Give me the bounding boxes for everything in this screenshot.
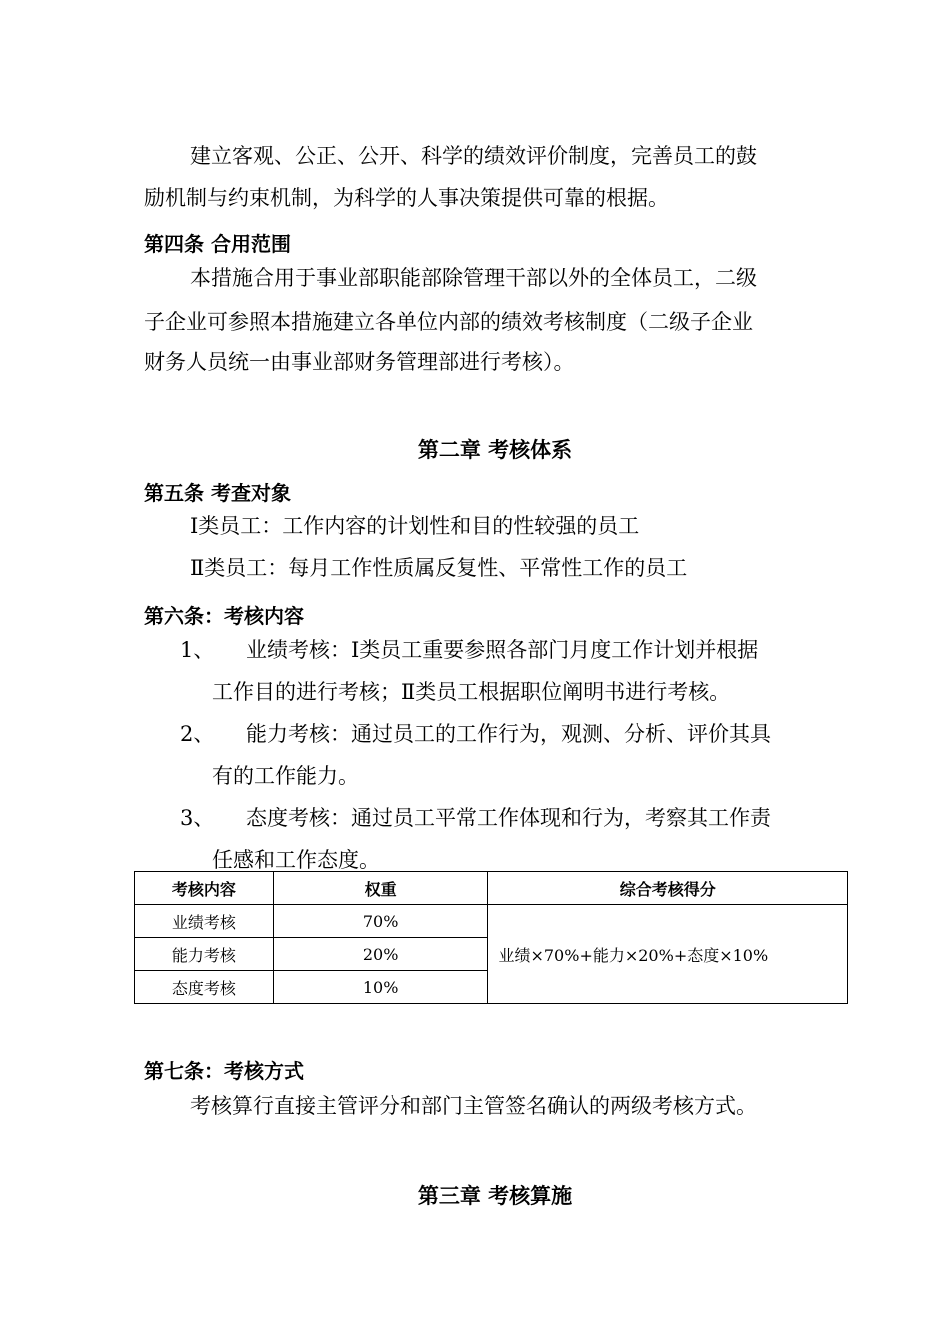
- article-6-item-2-line-1: 能力考核：通过员工的工作行为，观测、分析、评价其具: [246, 722, 771, 746]
- row-item: 业绩考核: [135, 905, 274, 938]
- article-4-line-3: 财务人员统一由事业部财务管理部进行考核）。: [144, 350, 575, 374]
- article-6-item-1-number: 1、: [180, 638, 215, 662]
- article-5-type-2: Ⅱ类员工：每月工作性质属反复性、平常性工作的员工: [190, 556, 688, 580]
- total-score-formula: 业绩×70%+能力×20%+态度×10%: [488, 905, 848, 1004]
- article-4-line-2: 子企业可参照本措施建立各单位内部的绩效考核制度（二级子企业: [144, 310, 753, 334]
- chapter-2-title: 第二章 考核体系: [417, 438, 573, 462]
- article-6-item-1-line-2: 工作目的进行考核；Ⅱ类员工根据职位阐明书进行考核。: [212, 680, 731, 704]
- objective-line-2: 励机制与约束机制，为科学的人事决策提供可靠的根据。: [144, 186, 669, 210]
- row-weight: 20%: [273, 938, 488, 971]
- article-4-title: 第四条 合用范围: [144, 232, 291, 256]
- article-5-title: 第五条 考查对象: [144, 481, 291, 505]
- article-6-item-3-number: 3、: [180, 806, 215, 830]
- row-item: 态度考核: [135, 971, 274, 1004]
- article-6-item-1-line-1: 业绩考核：Ⅰ类员工重要参照各部门月度工作计划并根据: [246, 638, 759, 662]
- header-assessment-item: 考核内容: [135, 872, 274, 905]
- row-item: 能力考核: [135, 938, 274, 971]
- article-7-title: 第七条：考核方式: [144, 1059, 304, 1083]
- article-6-item-2-line-2: 有的工作能力。: [212, 764, 359, 788]
- row-weight: 70%: [273, 905, 488, 938]
- article-4-line-1: 本措施合用于事业部职能部除管理干部以外的全体员工，二级: [190, 266, 757, 290]
- table-row: [135, 905, 848, 938]
- header-weight: 权重: [273, 872, 488, 905]
- article-7-line-1: 考核算行直接主管评分和部门主管签名确认的两级考核方式。: [190, 1094, 757, 1118]
- score-weight-table: [134, 871, 848, 1004]
- table-header-row: [135, 872, 848, 905]
- row-weight: 10%: [273, 971, 488, 1004]
- article-6-title: 第六条：考核内容: [144, 604, 304, 628]
- article-6-item-2-number: 2、: [180, 722, 215, 746]
- article-5-type-1: Ⅰ类员工：工作内容的计划性和目的性较强的员工: [190, 514, 640, 538]
- objective-line-1: 建立客观、公正、公开、科学的绩效评价制度，完善员工的鼓: [190, 144, 757, 168]
- article-6-item-3-line-2: 任感和工作态度。: [212, 848, 380, 872]
- header-total-score: 综合考核得分: [488, 872, 848, 905]
- chapter-3-title: 第三章 考核算施: [417, 1184, 573, 1208]
- article-6-item-3-line-1: 态度考核：通过员工平常工作体现和行为，考察其工作责: [246, 806, 771, 830]
